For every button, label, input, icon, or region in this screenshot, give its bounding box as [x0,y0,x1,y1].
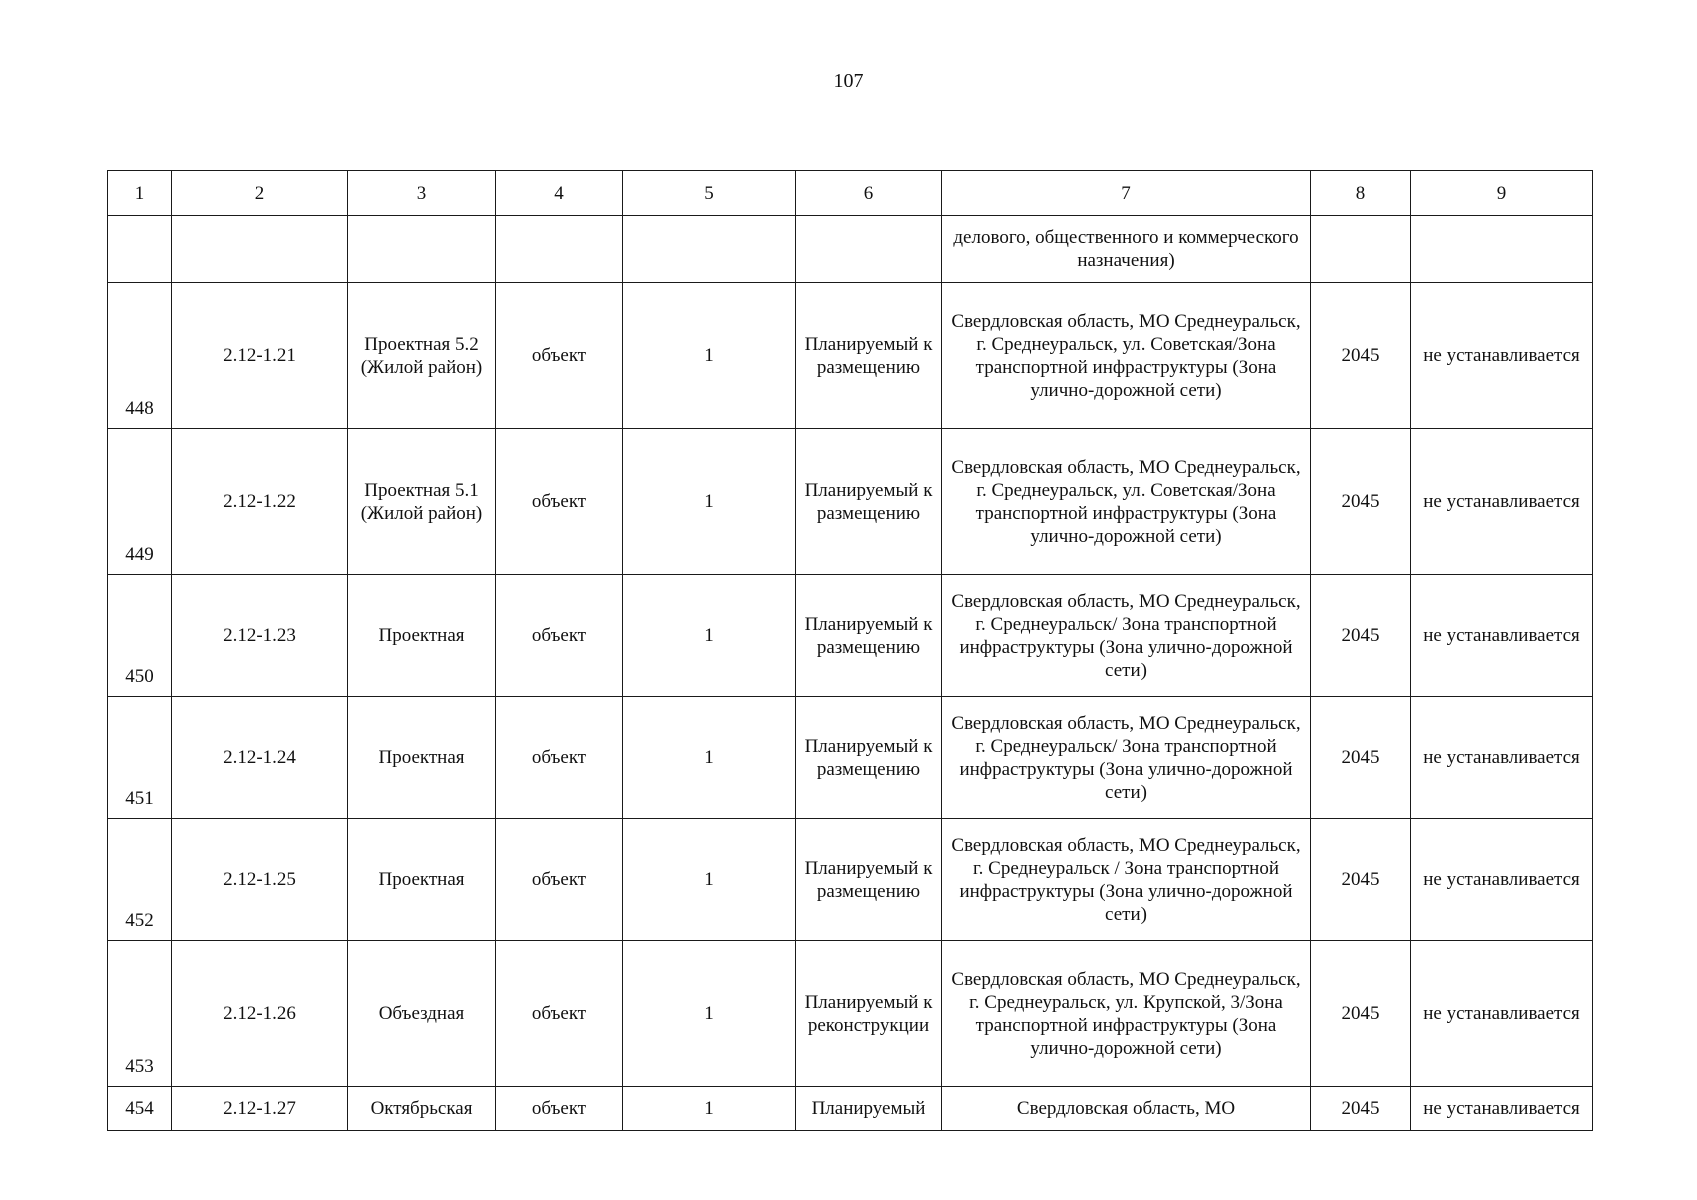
cell-status: Планируемый к размещению [796,697,942,819]
cell-status [796,216,942,283]
cell-location: Свердловская область, МО [942,1087,1311,1131]
table-row [108,941,1593,1087]
cell-unit: объект [496,941,623,1087]
header-cell: 2 [172,171,348,216]
cell-count: 1 [623,697,796,819]
header-cell: 6 [796,171,942,216]
cell-year: 2045 [1311,283,1411,429]
cell-status: Планируемый [796,1087,942,1131]
cell-year: 2045 [1311,697,1411,819]
cell-location: Свердловская область, МО Среднеуральск, г. Среднеуральск, ул. Крупской, 3/Зона транспортной инфраструктуры (Зона улично-дорожной сети) [942,941,1311,1087]
cell-code: 2.12-1.25 [172,819,348,941]
cell-year [1311,216,1411,283]
cell-num: 454 [108,1087,172,1131]
cell-location: Свердловская область, МО Среднеуральск, г. Среднеуральск, ул. Советская/Зона транспортной инфраструктуры (Зона улично-дорожной сети) [942,283,1311,429]
cell-count: 1 [623,1087,796,1131]
cell-year: 2045 [1311,941,1411,1087]
header-cell: 9 [1411,171,1593,216]
header-cell: 3 [348,171,496,216]
cell-status: Планируемый к реконструкции [796,941,942,1087]
objects-table [107,170,1593,1131]
table-row [108,575,1593,697]
header-cell: 8 [1311,171,1411,216]
cell-num: 451 [108,697,172,819]
cell-location: Свердловская область, МО Среднеуральск, г. Среднеуральск/ Зона транспортной инфраструктуры (Зона улично-дорожной сети) [942,575,1311,697]
table-row [108,283,1593,429]
cell-location: Свердловская область, МО Среднеуральск, г. Среднеуральск, ул. Советская/Зона транспортной инфраструктуры (Зона улично-дорожной сети) [942,429,1311,575]
cell-count: 1 [623,819,796,941]
cell-num: 449 [108,429,172,575]
cell-unit [496,216,623,283]
cell-name: Проектная 5.1 (Жилой район) [348,429,496,575]
cell-code: 2.12-1.21 [172,283,348,429]
cell-count: 1 [623,575,796,697]
cell-count: 1 [623,283,796,429]
table-row [108,1087,1593,1131]
cell-location: делового, общественного и коммерческого назначения) [942,216,1311,283]
cell-code: 2.12-1.24 [172,697,348,819]
cell-unit: объект [496,429,623,575]
cell-unit: объект [496,575,623,697]
table-row [108,819,1593,941]
cell-name: Проектная [348,819,496,941]
cell-year: 2045 [1311,1087,1411,1131]
cell-name: Октябрьская [348,1087,496,1131]
cell-status: Планируемый к размещению [796,819,942,941]
cell-zone: не устанавливается [1411,429,1593,575]
cell-status: Планируемый к размещению [796,283,942,429]
cell-num: 452 [108,819,172,941]
cell-code: 2.12-1.26 [172,941,348,1087]
cell-status: Планируемый к размещению [796,575,942,697]
page-number: 107 [833,70,864,92]
cell-name: Проектная [348,575,496,697]
header-row [108,171,1593,216]
header-cell: 7 [942,171,1311,216]
cell-zone: не устанавливается [1411,575,1593,697]
header-cell: 5 [623,171,796,216]
cell-year: 2045 [1311,819,1411,941]
cell-unit: объект [496,697,623,819]
table-row [108,429,1593,575]
cell-unit: объект [496,1087,623,1131]
header-cell: 4 [496,171,623,216]
cell-count: 1 [623,941,796,1087]
cell-name [348,216,496,283]
cell-unit: объект [496,819,623,941]
cell-location: Свердловская область, МО Среднеуральск, г. Среднеуральск / Зона транспортной инфраструктуры (Зона улично-дорожной сети) [942,819,1311,941]
cell-name: Проектная [348,697,496,819]
cell-code: 2.12-1.27 [172,1087,348,1131]
cell-zone: не устанавливается [1411,819,1593,941]
cell-year: 2045 [1311,429,1411,575]
cell-num: 448 [108,283,172,429]
table-row [108,697,1593,819]
cell-zone: не устанавливается [1411,941,1593,1087]
cell-status: Планируемый к размещению [796,429,942,575]
cell-code: 2.12-1.22 [172,429,348,575]
cell-zone [1411,216,1593,283]
cell-num [108,216,172,283]
cell-count [623,216,796,283]
cell-zone: не устанавливается [1411,283,1593,429]
cell-year: 2045 [1311,575,1411,697]
cell-code [172,216,348,283]
cell-num: 453 [108,941,172,1087]
cell-location: Свердловская область, МО Среднеуральск, г. Среднеуральск/ Зона транспортной инфраструктуры (Зона улично-дорожной сети) [942,697,1311,819]
cell-count: 1 [623,429,796,575]
table-row [108,216,1593,283]
cell-name: Объездная [348,941,496,1087]
cell-num: 450 [108,575,172,697]
cell-zone: не устанавливается [1411,697,1593,819]
cell-code: 2.12-1.23 [172,575,348,697]
cell-name: Проектная 5.2 (Жилой район) [348,283,496,429]
header-cell: 1 [108,171,172,216]
cell-unit: объект [496,283,623,429]
cell-zone: не устанавливается [1411,1087,1593,1131]
